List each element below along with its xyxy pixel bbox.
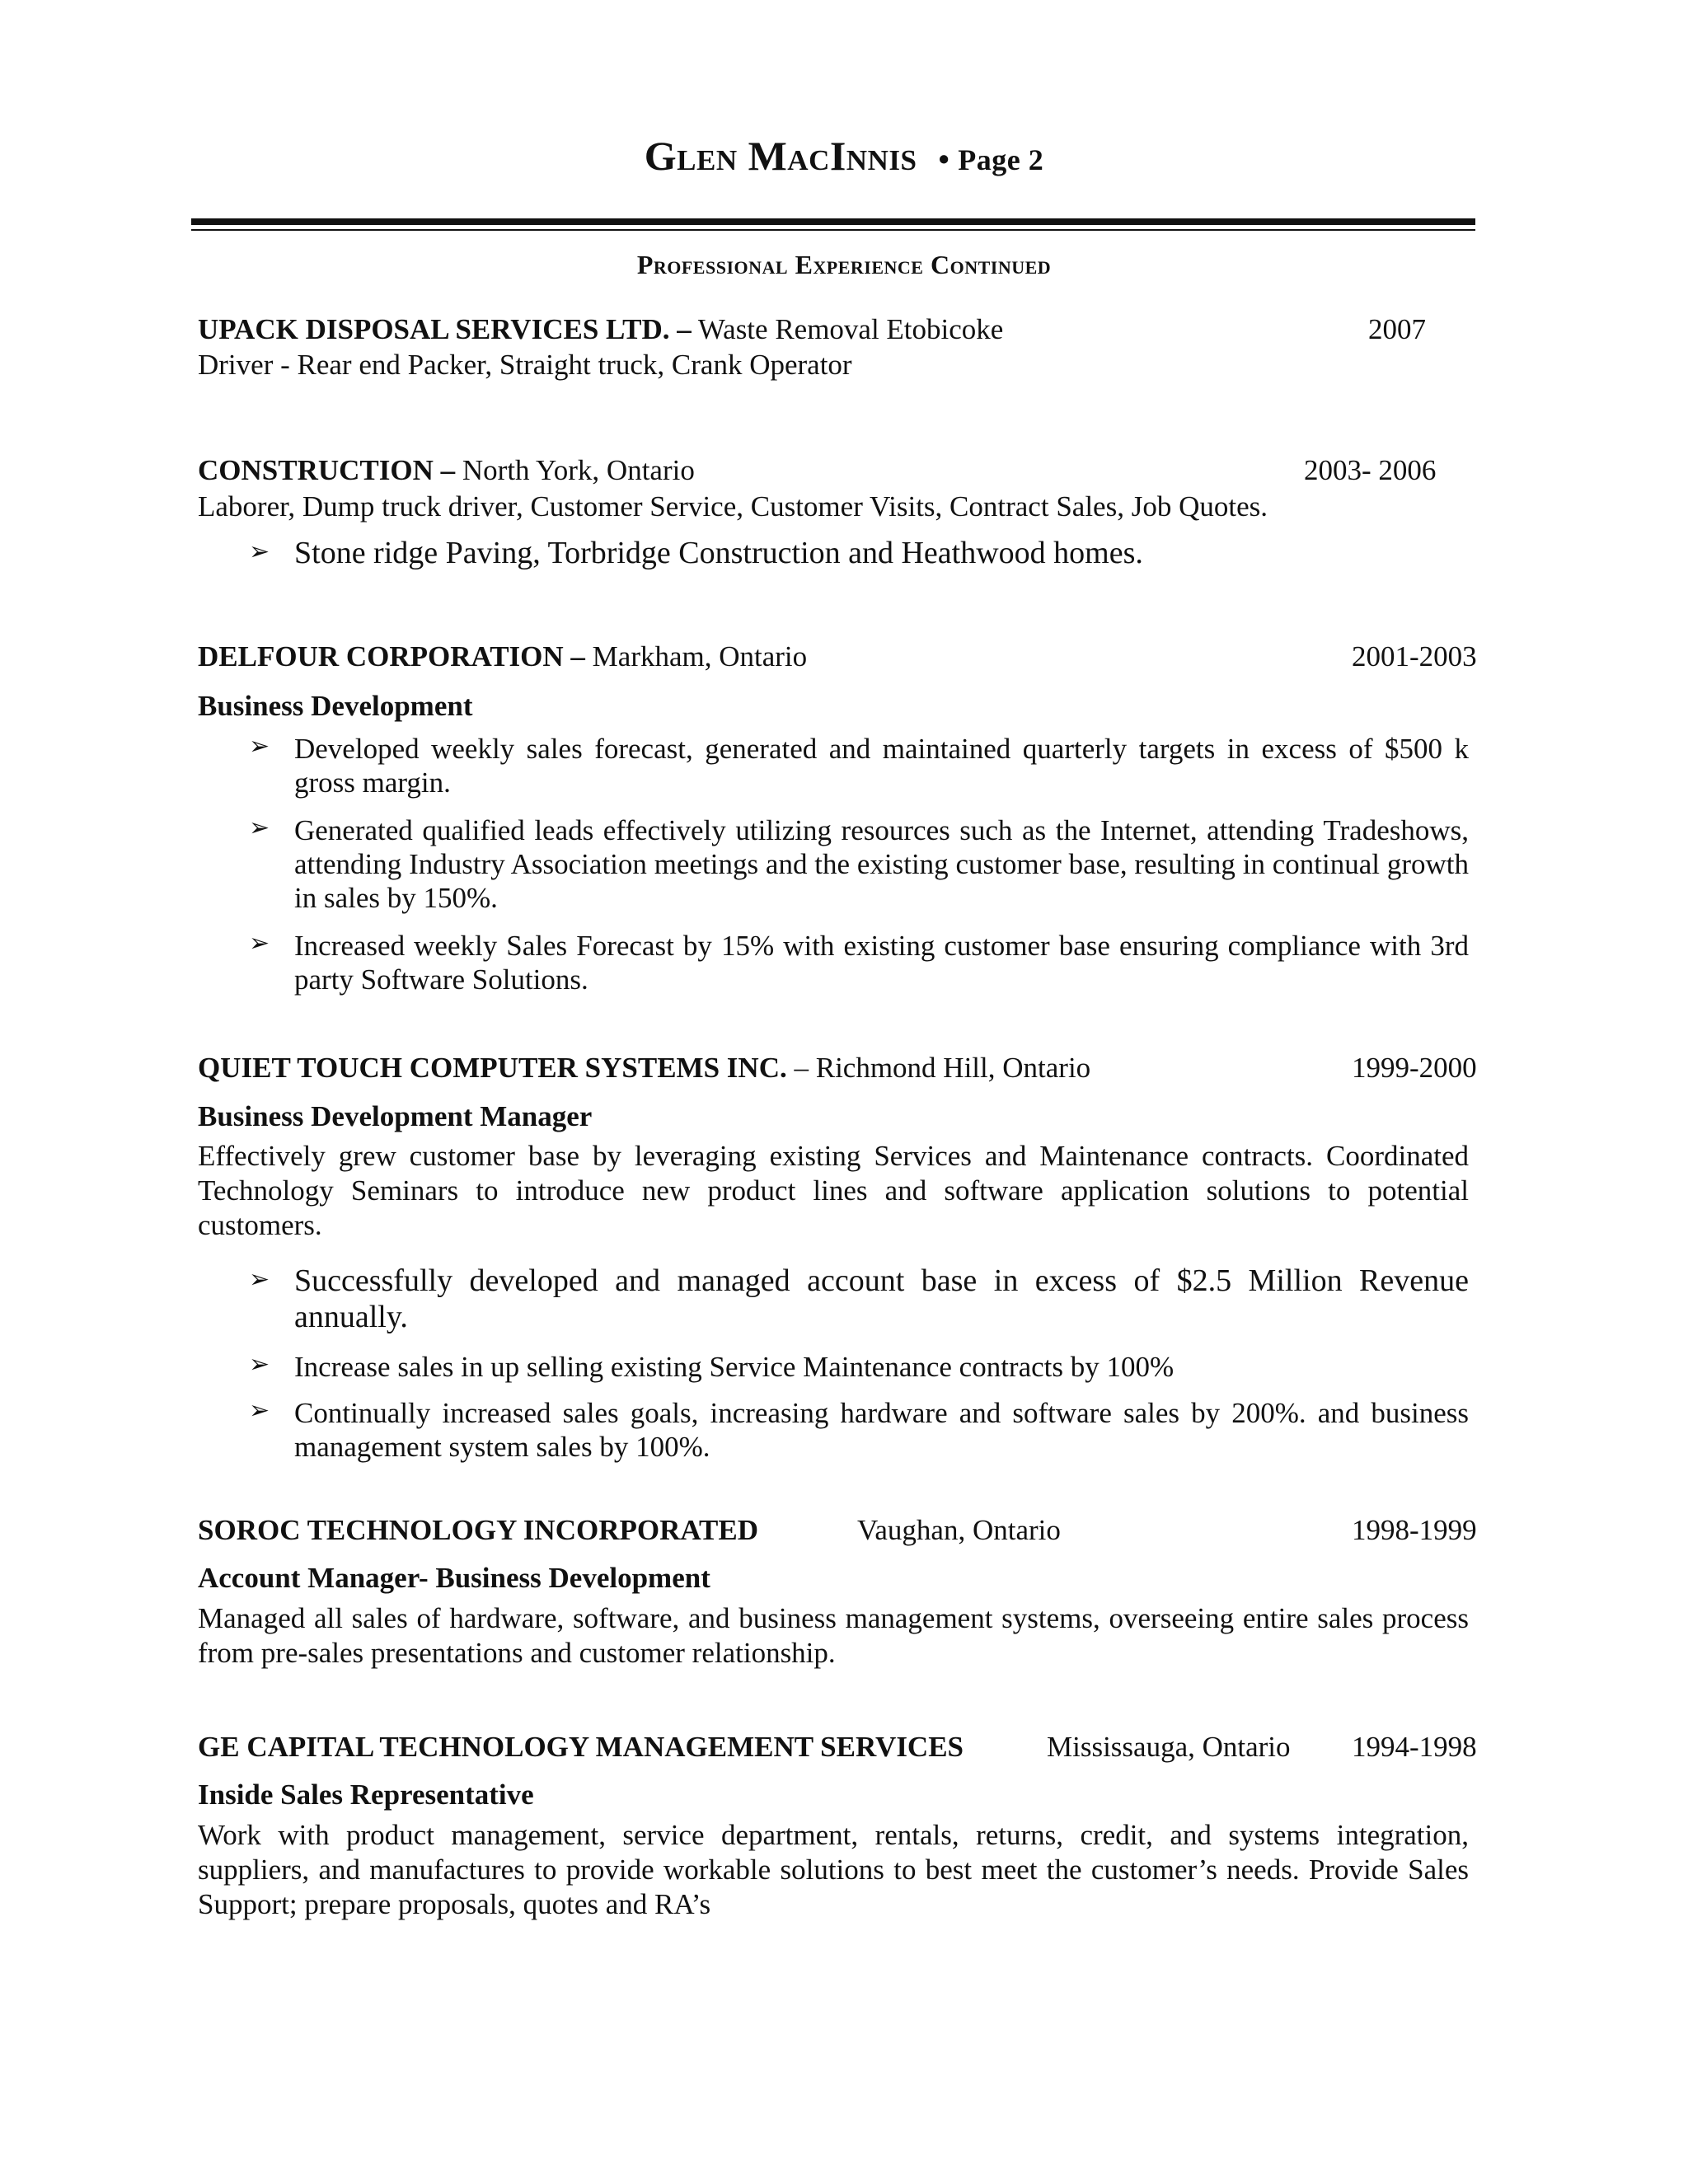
page-header xyxy=(0,132,1688,180)
bullet-item: Stone ridge Paving, Torbridge Construction and Heathwood homes. xyxy=(294,536,1143,570)
company-name: SOROC TECHNOLOGY INCORPORATED xyxy=(198,1514,758,1546)
company-name: CONSTRUCTION – xyxy=(198,454,456,486)
bullet-item: Continually increased sales goals, increasing hardware and software sales by 200%. and business management system sales by 100%. xyxy=(294,1397,1469,1463)
job-description: Effectively grew customer base by leveraging existing Services and Maintenance contracts. Coordinated Technology Seminars to introduce new product lines and software application solutions to potential customers. xyxy=(198,1140,1469,1241)
arrowhead-bullet-icon: ➢ xyxy=(249,1397,270,1424)
job-description: Work with product management, service department, rentals, returns, credit, and systems integration, suppliers, and manufactures to provide workable solutions to best meet the customer’s needs. Provide Sales Support; prepare proposals, quotes and RA’s xyxy=(198,1819,1469,1920)
bullet-item: Developed weekly sales forecast, generated and maintained quarterly targets in excess of $500 k gross margin. xyxy=(294,733,1469,799)
job-role: Inside Sales Representative xyxy=(198,1779,534,1811)
bullet-item: Generated qualified leads effectively utilizing resources such as the Internet, attending Tradeshows, attending Industry Association meetings and the existing customer base, resulting in continual growth in sales by 150%. xyxy=(294,814,1469,914)
bullet-item: Increased weekly Sales Forecast by 15% with existing customer base ensuring compliance with 3rd party Software Solutions. xyxy=(294,930,1469,996)
job-dates: 2007 xyxy=(1368,313,1426,345)
bullet-item: Increase sales in up selling existing Service Maintenance contracts by 100% xyxy=(294,1351,1175,1383)
candidate-name: Glen MacInnis xyxy=(644,133,917,179)
job-role: Business Development xyxy=(198,690,473,722)
job-dates: 2001-2003 xyxy=(1352,640,1477,673)
arrowhead-bullet-icon: ➢ xyxy=(249,930,270,957)
job-role: Business Development Manager xyxy=(198,1100,593,1132)
job-role-line: Driver - Rear end Packer, Straight truck, Crank Operator xyxy=(198,349,852,381)
bullet-item: Successfully developed and managed account base in excess of $2.5 Million Revenue annually. xyxy=(294,1263,1469,1334)
job-location: Mississauga, Ontario xyxy=(1047,1731,1291,1763)
job-dates: 1998-1999 xyxy=(1352,1514,1477,1546)
company-name: DELFOUR CORPORATION – xyxy=(198,640,585,673)
company-name: QUIET TOUCH COMPUTER SYSTEMS INC. xyxy=(198,1052,787,1084)
job-location: Vaughan, Ontario xyxy=(857,1514,1061,1546)
arrowhead-bullet-icon: ➢ xyxy=(249,1266,270,1293)
header-rule-thick xyxy=(191,218,1475,225)
company-name: GE CAPITAL TECHNOLOGY MANAGEMENT SERVICES xyxy=(198,1731,964,1763)
job-dates: 2003- 2006 xyxy=(1304,454,1437,486)
header-separator: • xyxy=(938,143,950,177)
header-rule-thin xyxy=(191,229,1475,231)
job-location: North York, Ontario xyxy=(462,454,695,486)
job-location: – Richmond Hill, Ontario xyxy=(794,1052,1091,1084)
job-heading xyxy=(198,642,807,671)
section-title: Professional Experience Continued xyxy=(636,250,1052,279)
job-location: Waste Removal Etobicoke xyxy=(697,313,1004,345)
arrowhead-bullet-icon: ➢ xyxy=(249,814,270,841)
job-dates: 1994-1998 xyxy=(1352,1731,1477,1763)
company-name: UPACK DISPOSAL SERVICES LTD. – xyxy=(198,313,692,345)
job-heading xyxy=(198,1053,1090,1082)
job-dates: 1999-2000 xyxy=(1352,1052,1477,1084)
job-location: Markham, Ontario xyxy=(592,640,808,673)
job-heading xyxy=(198,456,695,485)
job-description: Managed all sales of hardware, software, and business management systems, overseeing entire sales process from pre-sales presentations and customer relationship. xyxy=(198,1602,1469,1669)
job-heading xyxy=(198,315,1003,344)
arrowhead-bullet-icon: ➢ xyxy=(249,538,270,565)
job-description: Laborer, Dump truck driver, Customer Service, Customer Visits, Contract Sales, Job Quotes. xyxy=(198,490,1268,523)
job-role: Account Manager- Business Development xyxy=(198,1562,710,1594)
page-number: Page 2 xyxy=(958,143,1044,176)
arrowhead-bullet-icon: ➢ xyxy=(249,733,270,760)
arrowhead-bullet-icon: ➢ xyxy=(249,1351,270,1378)
